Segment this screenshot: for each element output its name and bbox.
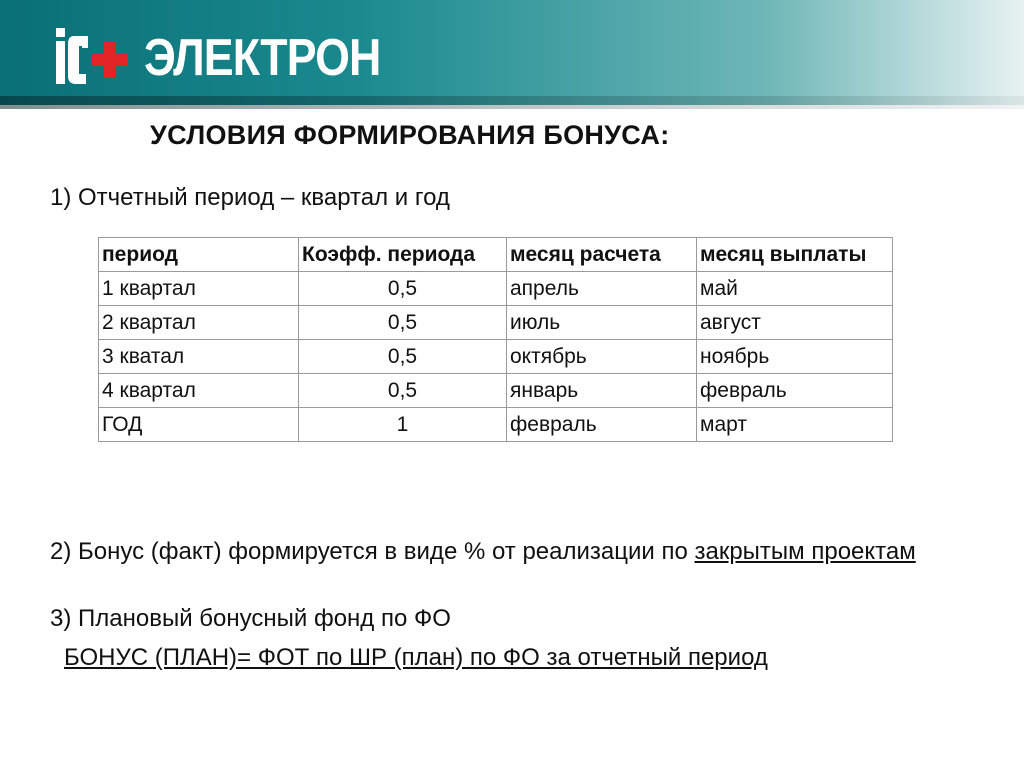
bonus-period-table	[98, 237, 893, 442]
cell-calc-month: февраль	[507, 408, 697, 442]
header-rule	[0, 105, 1024, 109]
table-row	[99, 408, 893, 442]
cell-calc-month: октябрь	[507, 340, 697, 374]
cell-coefficient: 0,5	[299, 374, 507, 408]
bonus-plan-formula: БОНУС (ПЛАН)= ФОТ по ШР (план) по ФО за отчетный период	[64, 644, 768, 671]
cell-coefficient: 1	[299, 408, 507, 442]
table-row	[99, 306, 893, 340]
logo-wordmark: ЭЛЕКТРОН	[144, 29, 381, 87]
header-period: период	[99, 238, 299, 272]
cell-period: ГОД	[99, 408, 299, 442]
company-logo	[52, 26, 381, 90]
table-row	[99, 272, 893, 306]
cell-period: 2 квартал	[99, 306, 299, 340]
cell-period: 3 кватал	[99, 340, 299, 374]
table-row	[99, 374, 893, 408]
item-reporting-period: 1) Отчетный период – квартал и год	[50, 184, 450, 211]
table-header-row	[99, 238, 893, 272]
page-title: УСЛОВИЯ ФОРМИРОВАНИЯ БОНУСА:	[150, 120, 670, 150]
bonus-fact-text: 2) Бонус (факт) формируется в виде % от реализации по	[50, 538, 695, 565]
cell-pay-month: ноябрь	[697, 340, 893, 374]
header-shadow	[0, 96, 1024, 105]
cell-pay-month: август	[697, 306, 893, 340]
cell-coefficient: 0,5	[299, 272, 507, 306]
cell-calc-month: январь	[507, 374, 697, 408]
closed-projects-text: закрытым проектам	[694, 538, 916, 565]
header-coefficient: Коэфф. периода	[299, 238, 507, 272]
header-pay-month: месяц выплаты	[697, 238, 893, 272]
table-row	[99, 340, 893, 374]
cell-coefficient: 0,5	[299, 306, 507, 340]
cell-pay-month: март	[697, 408, 893, 442]
cell-coefficient: 0,5	[299, 340, 507, 374]
logo-mark-icon	[52, 26, 148, 90]
header-calc-month: месяц расчета	[507, 238, 697, 272]
item-planned-fund: 3) Плановый бонусный фонд по ФО	[50, 605, 451, 632]
cell-pay-month: февраль	[697, 374, 893, 408]
cell-calc-month: апрель	[507, 272, 697, 306]
cell-period: 1 квартал	[99, 272, 299, 306]
cell-calc-month: июль	[507, 306, 697, 340]
cell-pay-month: май	[697, 272, 893, 306]
item-bonus-fact	[50, 537, 988, 567]
cell-period: 4 квартал	[99, 374, 299, 408]
